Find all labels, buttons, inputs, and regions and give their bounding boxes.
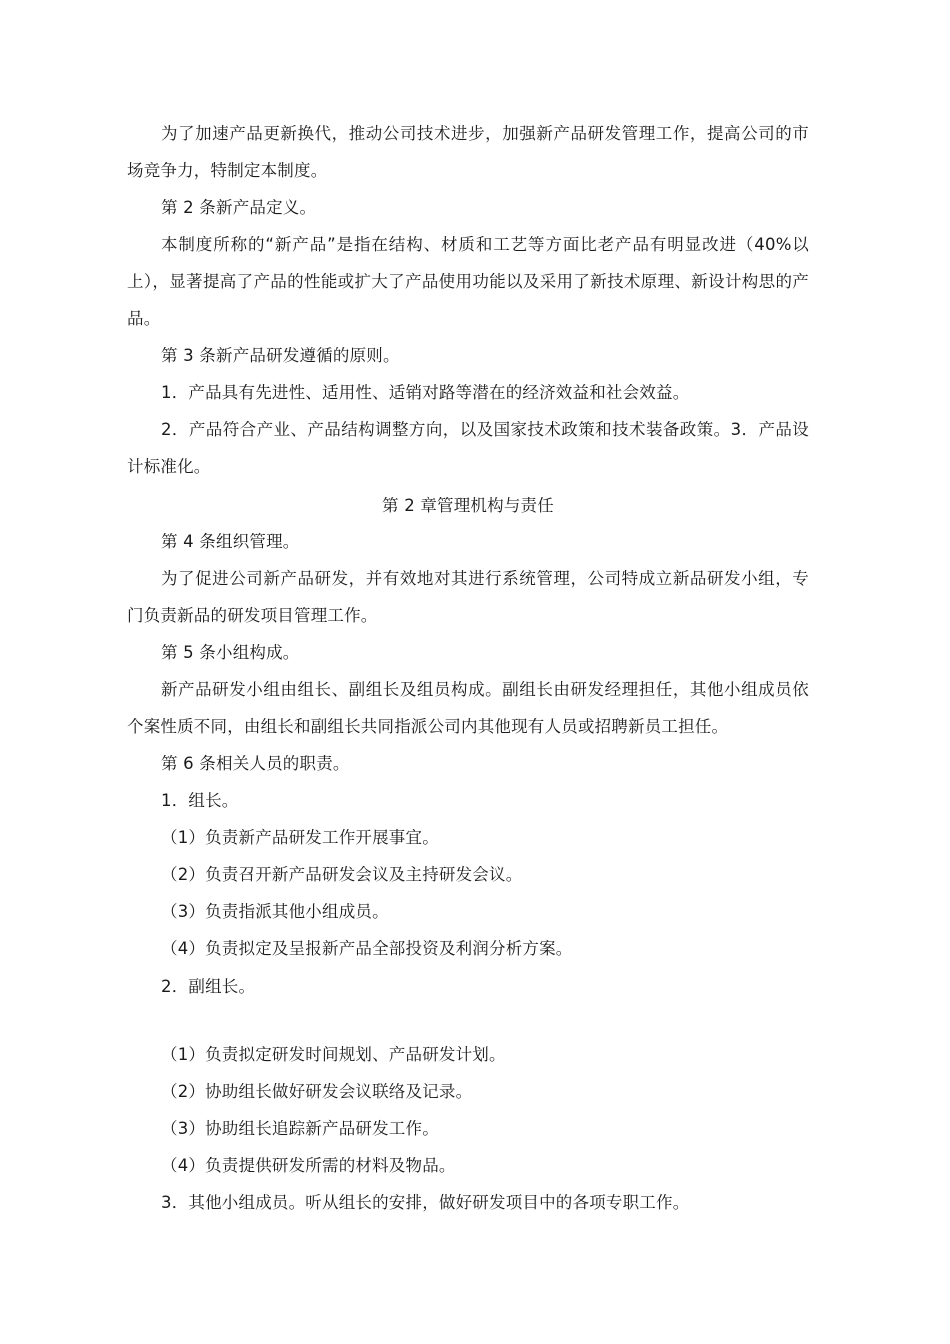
leader-duty-3: （3）负责指派其他小组成员。: [161, 902, 389, 921]
leader-duty-2: （2）负责召开新产品研发会议及主持研发会议。: [161, 865, 523, 884]
deputy-leader-heading: 2．副组长。: [161, 977, 256, 996]
article-3-item-2: 2．产品符合产业、产品结构调整方向，以及国家技术政策和技术装备政策。3．产品设计标准化。: [127, 420, 809, 476]
leader-duty-4: （4）负责拟定及呈报新产品全部投资及利润分析方案。: [161, 939, 573, 958]
intro-paragraph: 为了加速产品更新换代，推动公司技术进步，加强新产品研发管理工作，提高公司的市场竞争力，特制定本制度。: [127, 124, 809, 180]
article-4-body: 为了促进公司新产品研发，并有效地对其进行系统管理，公司特成立新品研发小组，专门负责新品的研发项目管理工作。: [127, 569, 809, 625]
deputy-duty-3: （3）协助组长追踪新产品研发工作。: [161, 1119, 439, 1138]
article-2-heading: 第 2 条新产品定义。: [161, 198, 317, 217]
deputy-duty-2: （2）协助组长做好研发会议联络及记录。: [161, 1082, 473, 1101]
article-3-item-1: 1．产品具有先进性、适用性、适销对路等潜在的经济效益和社会效益。: [161, 383, 690, 402]
deputy-duty-4: （4）负责提供研发所需的材料及物品。: [161, 1156, 456, 1175]
deputy-duty-1: （1）负责拟定研发时间规划、产品研发计划。: [161, 1045, 506, 1064]
leader-duty-1: （1）负责新产品研发工作开展事宜。: [161, 828, 439, 847]
article-5-heading: 第 5 条小组构成。: [161, 643, 300, 662]
other-members: 3．其他小组成员。听从组长的安排，做好研发项目中的各项专职工作。: [161, 1193, 690, 1212]
article-3-heading: 第 3 条新产品研发遵循的原则。: [161, 346, 400, 365]
article-5-body: 新产品研发小组由组长、副组长及组员构成。副组长由研发经理担任，其他小组成员依个案性质不同，由组长和副组长共同指派公司内其他现有人员或招聘新员工担任。: [127, 680, 809, 736]
leader-heading: 1．组长。: [161, 791, 239, 810]
article-2-body: 本制度所称的“新产品”是指在结构、材质和工艺等方面比老产品有明显改进（40%以上），显著提高了产品的性能或扩大了产品使用功能以及采用了新技术原理、新设计构思的产品。: [127, 235, 809, 328]
article-6-heading: 第 6 条相关人员的职责。: [161, 754, 350, 773]
chapter-2-title: 第 2 章管理机构与责任: [382, 496, 554, 515]
article-4-heading: 第 4 条组织管理。: [161, 532, 300, 551]
